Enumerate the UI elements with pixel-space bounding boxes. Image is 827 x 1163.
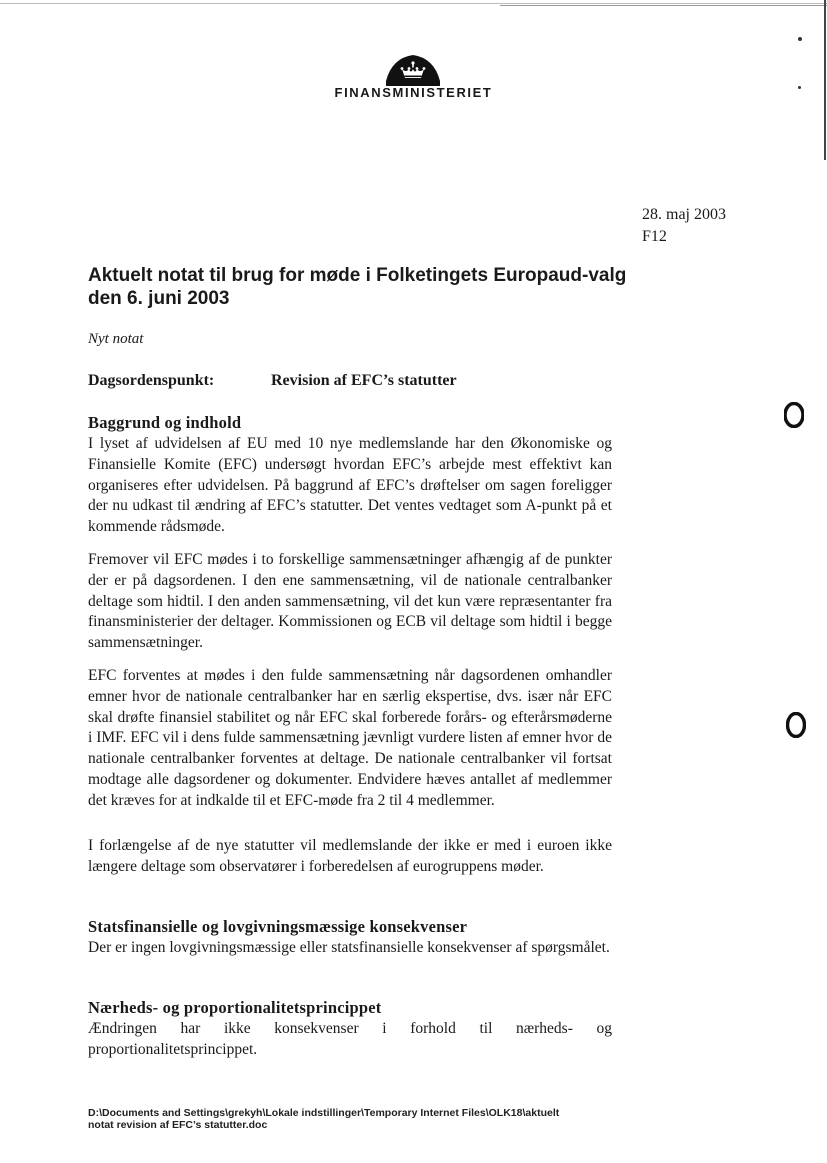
document-title: Aktuelt notat til brug for møde i Folketingets Europaud-valg den 6. juni 2003 xyxy=(88,265,627,309)
scan-speck xyxy=(798,37,802,41)
file-path-footer xyxy=(88,1107,559,1131)
document-reference: F12 xyxy=(642,228,667,245)
paragraph-3: EFC forventes at mødes i den fulde sammensætning når dagsordenen omhandler emner hvor de nationale centralbanker har en særlig ekspertise, dvs. især når EFC skal drøfte finansiel stabilitet og når EFC skal forberede forårs- og efterårsmøderne i IMF. EFC vil i dens fulde sammensætning jævnligt vurdere listen af emner hvor de nationale centralbanker forventes at deltage. De nationale centralbanker vil fortsat modtage alle dagsordener og dokumenter. Endvidere hæves antallet af medlemmer det kræves for at indkalde til et EFC-møde fra 2 til 4 medlemmer. xyxy=(88,667,612,809)
agenda-item xyxy=(88,372,457,390)
crown-icon xyxy=(384,54,442,86)
scan-top-line-2 xyxy=(500,5,827,6)
paragraph-6: Ændringen har ikke konsekvenser i forhold til nærheds- og proportionalitetsprincippet. xyxy=(88,1020,612,1058)
agenda-value: Revision af EFC’s statutter xyxy=(271,372,457,389)
section-heading-finance: Statsfinansielle og lovgivningsmæssige konsekvenser xyxy=(88,917,468,936)
file-path-line-2: notat revision af EFC’s statutter.doc xyxy=(88,1119,268,1131)
agenda-label: Dagsordenspunkt: xyxy=(88,372,215,389)
section-heading-background: Baggrund og indhold xyxy=(88,413,242,432)
paragraph-5: Der er ingen lovgivningsmæssige eller statsfinansielle konsekvenser af spørgsmålet. xyxy=(88,939,610,956)
scan-top-line xyxy=(0,3,827,4)
scan-right-edge xyxy=(824,0,826,160)
punch-hole-icon xyxy=(786,712,806,738)
section-heading-subsidiarity: Nærheds- og proportionalitetsprincippet xyxy=(88,998,382,1017)
ministry-name: FINANSMINISTERIET xyxy=(334,85,493,100)
document-meta xyxy=(642,204,726,248)
document-date: 28. maj 2003 xyxy=(642,206,726,223)
paragraph-1: I lyset af udvidelsen af EU med 10 nye medlemslande har den Økonomiske og Finansielle Komite (EFC) undersøgt hvordan EFC’s arbejde mest effektivt kan organiseres efter udvidelsen. På baggrund af EFC’s drøftelser om sagen foreligger der nu udkast til ændring af EFC’s statutter. Det ventes vedtaget som A-punkt på et kommende rådsmøde. xyxy=(88,435,612,536)
file-path-line-1: D:\Documents and Settings\grekyh\Lokale indstillinger\Temporary Internet Files\OLK18\aktuelt xyxy=(88,1107,560,1119)
paragraph-2: Fremover vil EFC mødes i to forskellige sammensætninger afhængig af de punkter der er på dagsordenen. I den ene sammensætning, vil de nationale centralbanker deltage som hidtil. I den anden sammensætning, vil det kun være repræsentanter fra finansministerier der deltager. Kommissionen og ECB vil deltage som hidtil i begge sammensætninger. xyxy=(88,551,612,652)
paragraph-4: I forlængelse af de nye statutter vil medlemslande der ikke er med i euroen ikke længere deltage som observatører i forberedelsen af eurogruppens møder. xyxy=(88,837,612,875)
punch-hole-icon xyxy=(784,402,804,428)
note-status: Nyt notat xyxy=(88,331,144,347)
